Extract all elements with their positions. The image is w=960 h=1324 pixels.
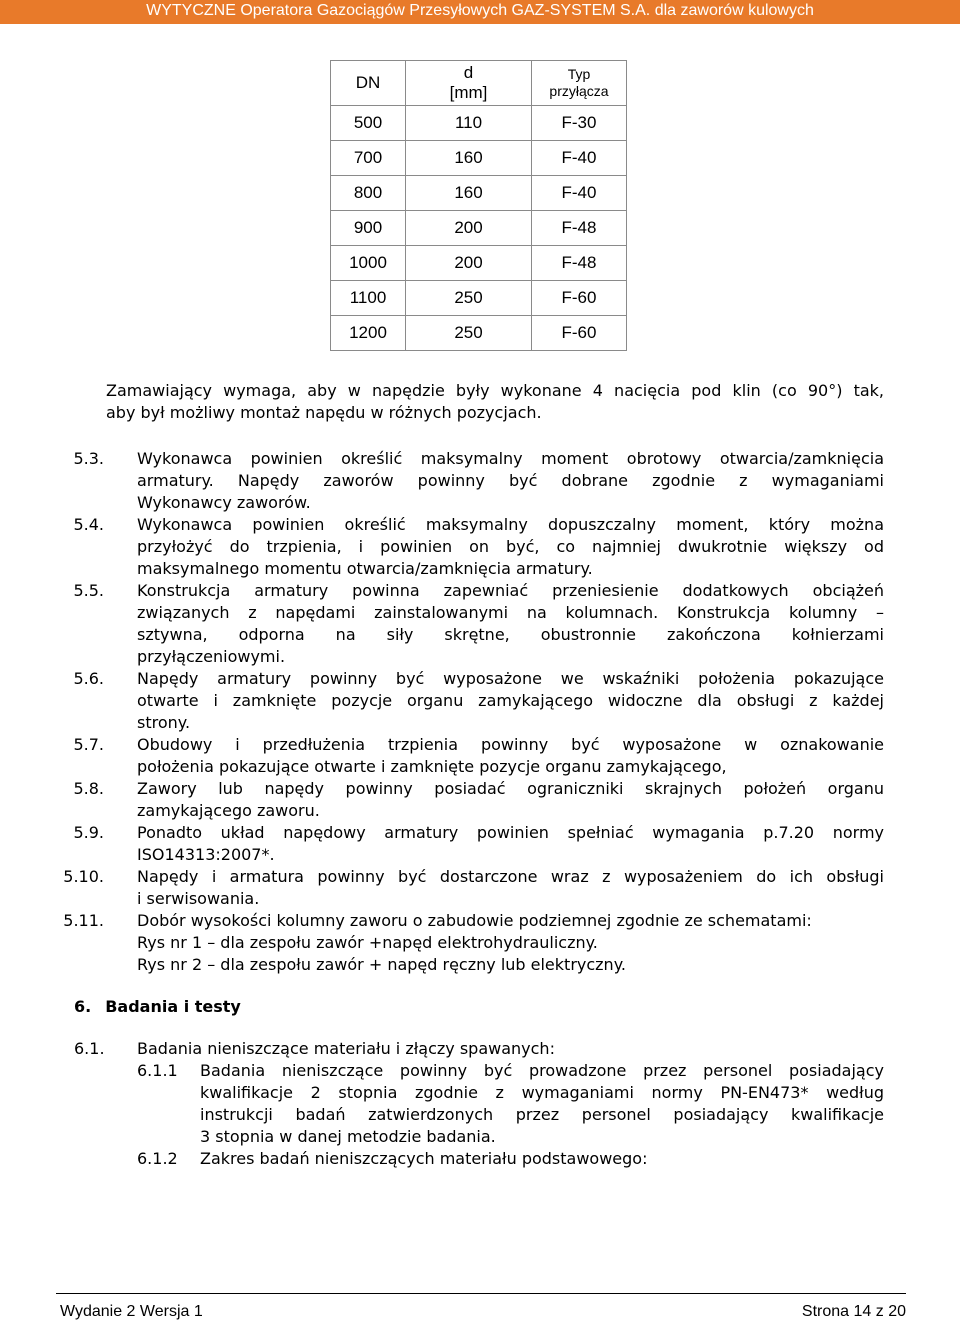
section-line: Zawory lub napędy powinny posiadać ograniczniki skrajnych położeń organu — [137, 779, 884, 798]
section-line: armatury. Napędy zaworów powinny być dobrane zgodnie z wymaganiami — [137, 471, 884, 490]
section-number: 5.5. — [73, 581, 104, 600]
subsection-line: 3 stopnia w danej metodzie badania. — [200, 1127, 496, 1146]
subsection-line: instrukcji badań zatwierdzonych przez personel posiadający kwalifikacje — [200, 1105, 884, 1124]
section-number: 6.1. — [74, 1039, 105, 1058]
section-5-8 — [60, 778, 884, 822]
section-line: Rys nr 2 – dla zespołu zawór + napęd ręczny lub elektryczny. — [137, 955, 626, 974]
table-row — [331, 176, 627, 211]
section-line: związanych z napędami zainstalowanymi na kolumnach. Konstrukcja kolumny – — [137, 603, 884, 622]
cell-dn: 1000 — [331, 246, 406, 281]
cell-typ: F-60 — [532, 316, 627, 351]
section-line: Napędy armatury powinny być wyposażone we wskaźniki położenia pokazujące — [137, 669, 884, 688]
cell-dn: 700 — [331, 141, 406, 176]
section-line: Konstrukcja armatury powinna zapewniać przeniesienie dodatkowych obciążeń — [137, 581, 884, 600]
section-line: Obudowy i przedłużenia trzpienia powinny być wyposażone w oznakowanie — [137, 735, 884, 754]
cell-typ: F-48 — [532, 211, 627, 246]
col-dn-header: DN — [331, 61, 406, 106]
subsection-line: kwalifikacje 2 stopnia zgodnie z wymaganiami normy PN-EN473* według — [200, 1083, 884, 1102]
col-typ-header-top: Typ — [567, 66, 591, 82]
cell-dn: 800 — [331, 176, 406, 211]
section-line: maksymalnego momentu otwarcia/zamknięcia armatury. — [137, 559, 593, 578]
cell-d: 110 — [406, 106, 532, 141]
section-line: położenia pokazujące otwarte i zamknięte pozycje organu zamykającego, — [137, 757, 727, 776]
section-line: Dobór wysokości kolumny zaworu o zabudowie podziemnej zgodnie ze schematami: — [137, 911, 812, 930]
section-number: 5.11. — [63, 911, 104, 930]
cell-d: 200 — [406, 211, 532, 246]
col-typ-header — [532, 61, 627, 106]
section-5-9 — [60, 822, 884, 866]
subsection-6-1-2 — [137, 1148, 884, 1170]
section-line: strony. — [137, 713, 191, 732]
subsection-number: 6.1.2 — [137, 1149, 178, 1168]
section-number: 5.8. — [73, 779, 104, 798]
section-line: Wykonawca powinien określić maksymalny moment obrotowy otwarcia/zamknięcia — [137, 449, 884, 468]
section-5-3 — [60, 448, 884, 514]
section-line: Napędy i armatura powinny być dostarczone wraz z wyposażeniem do ich obsługi — [137, 867, 884, 886]
section-line: ISO14313:2007*. — [137, 845, 275, 864]
footer-page-number: Strona 14 z 20 — [801, 1303, 906, 1320]
cell-dn: 1200 — [331, 316, 406, 351]
intro-line: aby był możliwy montaż napędu w różnych pozycjach. — [106, 403, 542, 422]
cell-typ: F-48 — [532, 246, 627, 281]
chapter-number: 6. — [74, 997, 92, 1016]
page-header: WYTYCZNE Operatora Gazociągów Przesyłowych GAZ-SYSTEM S.A. dla zaworów kulowych — [0, 0, 960, 24]
subsection-6-1-1 — [137, 1060, 884, 1148]
cell-typ: F-60 — [532, 281, 627, 316]
cell-d: 200 — [406, 246, 532, 281]
section-line: sztywna, odporna na siły skrętne, obustronnie zakończona kołnierzami — [137, 625, 884, 644]
section-number: 5.10. — [63, 867, 104, 886]
footer-divider — [56, 1293, 906, 1294]
cell-dn: 500 — [331, 106, 406, 141]
subsection-number: 6.1.1 — [137, 1061, 178, 1080]
cell-d: 160 — [406, 141, 532, 176]
cell-dn: 900 — [331, 211, 406, 246]
intro-line: Zamawiający wymaga, aby w napędzie były wykonane 4 nacięcia pod klin (co 90°) tak, — [106, 381, 884, 400]
footer-edition: Wydanie 2 Wersja 1 — [60, 1303, 203, 1320]
table-row — [331, 106, 627, 141]
section-5-10 — [60, 866, 884, 910]
table-row — [331, 281, 627, 316]
cell-typ: F-40 — [532, 176, 627, 211]
section-5-7 — [60, 734, 884, 778]
section-line: Rys nr 1 – dla zespołu zawór +napęd elektrohydrauliczny. — [137, 933, 598, 952]
chapter-title: Badania i testy — [105, 997, 241, 1016]
cell-typ: F-30 — [532, 106, 627, 141]
valve-spec-table — [330, 60, 627, 351]
intro-paragraph — [106, 380, 884, 424]
section-number: 5.7. — [73, 735, 104, 754]
cell-dn: 1100 — [331, 281, 406, 316]
section-line: przyłączeniowymi. — [137, 647, 286, 666]
subsection-line: Badania nieniszczące powinny być prowadzone przez personel posiadający — [200, 1061, 884, 1080]
section-number: 5.3. — [73, 449, 104, 468]
table-row — [331, 246, 627, 281]
table-row — [331, 141, 627, 176]
section-line: przyłożyć do trzpienia, i powinien on być, co najmniej dwukrotnie większy od — [137, 537, 884, 556]
table-header-row — [331, 61, 627, 106]
section-line: otwarte i zamknięte pozycje organu zamykającego widoczne dla obsługi z każdej — [137, 691, 884, 710]
section-line: i serwisowania. — [137, 889, 260, 908]
table-row — [331, 211, 627, 246]
section-number: 5.9. — [73, 823, 104, 842]
cell-typ: F-40 — [532, 141, 627, 176]
subsection-line: Zakres badań nieniszczących materiału podstawowego: — [200, 1149, 648, 1168]
table-row — [331, 316, 627, 351]
section-6-1 — [60, 1038, 884, 1060]
col-d-header-bottom: [mm] — [449, 83, 488, 102]
cell-d: 160 — [406, 176, 532, 211]
section-line: Ponadto układ napędowy armatury powinien spełniać wymagania p.7.20 normy — [137, 823, 884, 842]
col-d-header — [406, 61, 532, 106]
cell-d: 250 — [406, 316, 532, 351]
section-number: 5.6. — [73, 669, 104, 688]
cell-d: 250 — [406, 281, 532, 316]
section-number: 5.4. — [73, 515, 104, 534]
section-line: Badania nieniszczące materiału i złączy spawanych: — [137, 1039, 555, 1058]
section-5-6 — [60, 668, 884, 734]
section-5-4 — [60, 514, 884, 580]
col-d-header-top: d — [463, 63, 474, 82]
section-line: Wykonawcy zaworów. — [137, 493, 311, 512]
section-line: Wykonawca powinien określić maksymalny dopuszczalny moment, który można — [137, 515, 884, 534]
section-line: zamykającego zaworu. — [137, 801, 320, 820]
section-5-5 — [60, 580, 884, 668]
section-5-11 — [60, 910, 884, 976]
col-typ-header-bottom: przyłącza — [549, 83, 609, 99]
chapter-6-heading — [74, 996, 241, 1018]
